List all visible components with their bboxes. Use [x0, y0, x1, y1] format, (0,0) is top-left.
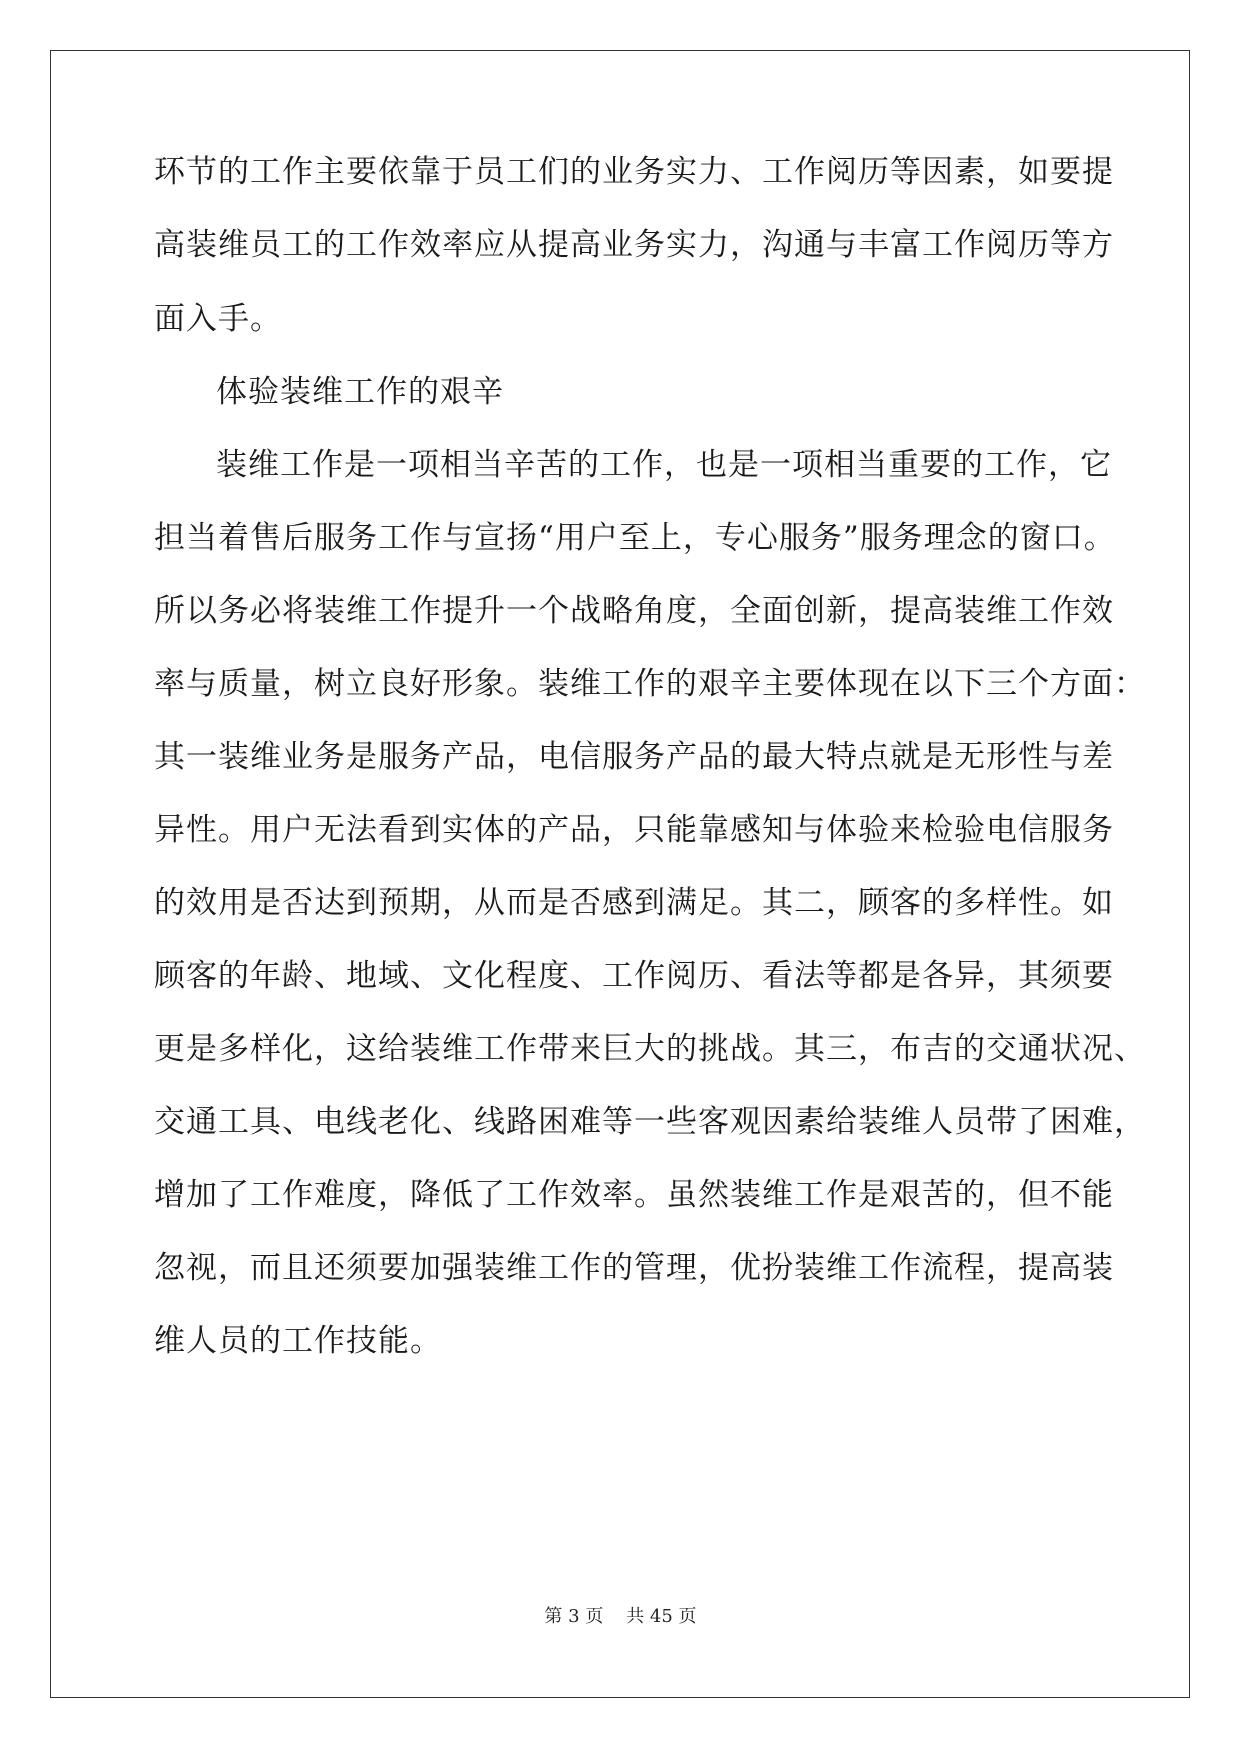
body-text-line: 增加了工作难度，降低了工作效率。虽然装维工作是艰苦的，但不能 [154, 1177, 1114, 1213]
body-text-line: 环节的工作主要依靠于员工们的业务实力、工作阅历等因素，如要提 [154, 154, 1114, 190]
body-text-line: 装维工作是一项相当辛苦的工作，也是一项相当重要的工作，它 [216, 447, 1112, 483]
body-text-line: 交通工具、电线老化、线路困难等一些客观因素给装维人员带了困难， [154, 1104, 1146, 1140]
body-text-line: 顾客的年龄、地域、文化程度、工作阅历、看法等都是各异，其须要 [154, 958, 1114, 994]
body-text-line: 维人员的工作技能。 [154, 1323, 442, 1359]
page-frame [50, 50, 1190, 1698]
body-text-line: 的效用是否达到预期，从而是否感到满足。其二，顾客的多样性。如 [154, 885, 1114, 921]
body-text-line: 忽视，而且还须要加强装维工作的管理，优扮装维工作流程，提高装 [154, 1250, 1114, 1286]
page-number-footer: 第 3 页 共 45 页 [544, 1606, 697, 1627]
body-text-line: 其一装维业务是服务产品，电信服务产品的最大特点就是无形性与差 [154, 739, 1114, 775]
body-text-line: 高装维员工的工作效率应从提高业务实力，沟通与丰富工作阅历等方 [154, 227, 1114, 263]
body-text-line: 所以务必将装维工作提升一个战略角度，全面创新，提高装维工作效 [154, 593, 1114, 629]
body-text-line: 面入手。 [154, 301, 282, 337]
body-text-line: 异性。用户无法看到实体的产品，只能靠感知与体验来检验电信服务 [154, 812, 1114, 848]
body-text-line: 担当着售后服务工作与宣扬“用户至上，专心服务”服务理念的窗口。 [154, 520, 1116, 556]
section-heading: 体验装维工作的艰辛 [216, 374, 504, 410]
body-text-line: 率与质量，树立良好形象。装维工作的艰辛主要体现在以下三个方面： [154, 666, 1146, 702]
body-text-line: 更是多样化，这给装维工作带来巨大的挑战。其三，布吉的交通状况、 [154, 1031, 1146, 1067]
